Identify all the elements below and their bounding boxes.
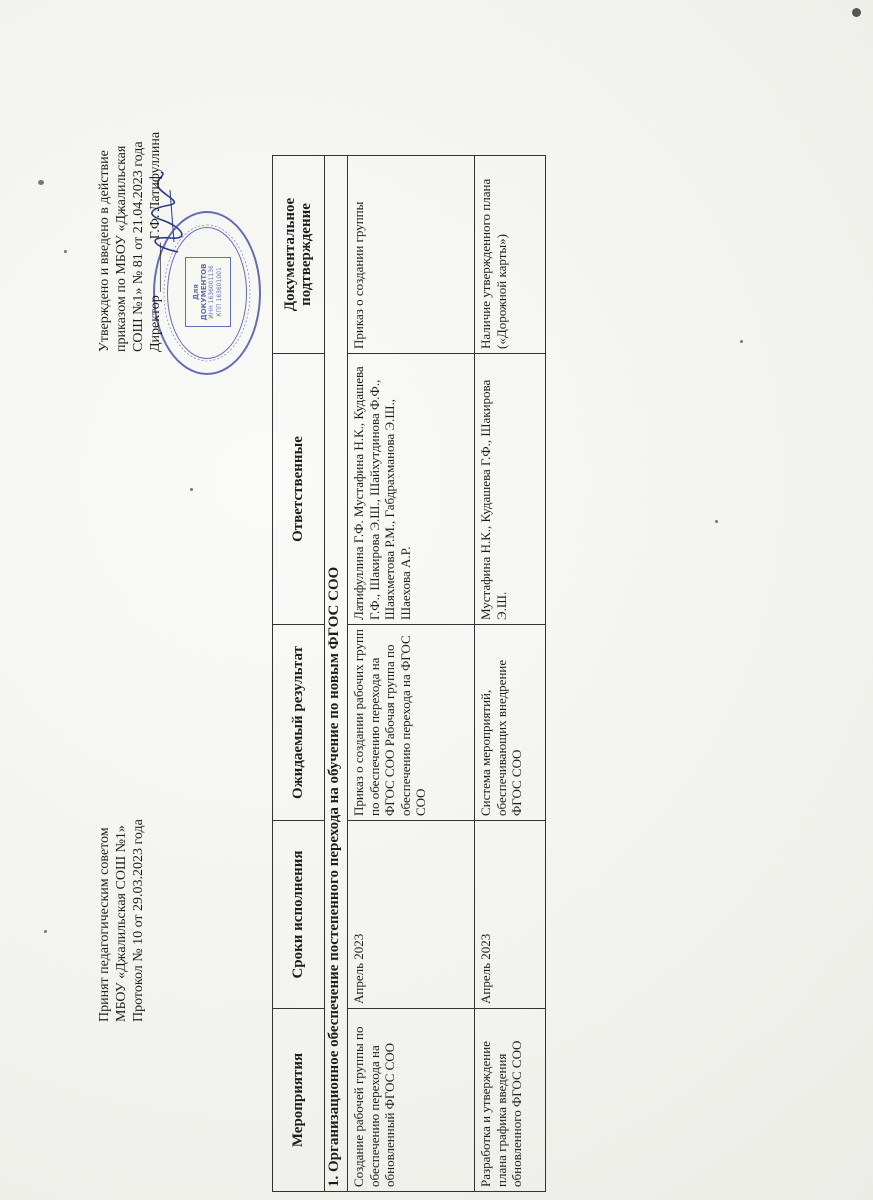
header-confirmation: Документальное подтверждение	[273, 156, 325, 354]
header-responsible: Ответственные	[273, 354, 325, 625]
stamp-inn: ИНН 1636001136	[208, 265, 215, 319]
cell-result: Система мероприятий, обеспечивающих внедрение ФГОС СОО	[475, 625, 546, 821]
approval-left-line: Протокол № 10 от 29.03.2023 года	[131, 819, 146, 1022]
cell-event: Создание рабочей группы по обеспечению перехода на обновленный ФГОС СОО	[348, 1009, 475, 1192]
header-events: Мероприятия	[273, 1009, 325, 1192]
stamp-text: ДОКУМЕНТОВ	[200, 263, 208, 321]
cell-responsible: Латифуллина Г.Ф. Мустафина Н.К., Кудашева Г.Ф., Шакирова Э.Ш., Шайхутдинова Ф.Ф., Шаяхметова Р.М., Габдрахманова Э.Ш., Шаехова А.Р.	[348, 354, 475, 625]
approval-right-line: СОШ №1» № 81 от 21.04.2023 года	[131, 141, 146, 352]
cell-confirmation: Приказ о создании группы	[348, 156, 475, 354]
cell-deadline: Апрель 2023	[475, 821, 546, 1009]
section-title: 1. Организационное обеспечение постепенного перехода на обучение по новым ФГОС СОО	[325, 156, 348, 1192]
stamp-kpp: КПП 163601001	[216, 267, 223, 317]
approval-right-line: Утверждено и введено в действие	[97, 150, 112, 352]
cell-confirmation: Наличие утвержденного плана («Дорожной карты»)	[475, 156, 546, 354]
header-deadline: Сроки исполнения	[273, 821, 325, 1009]
approval-block-pedagogical-council	[96, 682, 147, 1022]
cell-deadline: Апрель 2023	[348, 821, 475, 1009]
table-row	[348, 156, 475, 1192]
approval-right-line: приказом по МБОУ «Джалильская	[114, 145, 129, 352]
table-row	[475, 156, 546, 1192]
approval-left-line: Принят педагогическим советом	[97, 827, 112, 1022]
header-expected-result: Ожидаемый результат	[273, 625, 325, 821]
stamp-text: Для	[192, 284, 200, 300]
approval-left-line: МБОУ «Джалильская СОШ №1»	[114, 825, 129, 1022]
cell-event: Разработка и утверждение плана графика введения обновленного ФГОС СОО	[475, 1009, 546, 1192]
stamp-center	[185, 257, 231, 327]
cell-responsible: Мустафина Н.К., Кудашева Г.Ф., Шакирова Э.Ш.	[475, 354, 546, 625]
cell-result: Приказ о создании рабочих групп по обеспечению перехода на ФГОС СОО Рабочая группа по обеспечению перехода на ФГОС СОО	[348, 625, 475, 821]
approval-right-line: Директор _______ Г.Ф. Латифуллина	[148, 131, 163, 352]
roadmap-table	[272, 155, 546, 1192]
approval-block-director	[96, 52, 164, 352]
table-header-row	[273, 156, 325, 1192]
section-row	[325, 156, 348, 1192]
